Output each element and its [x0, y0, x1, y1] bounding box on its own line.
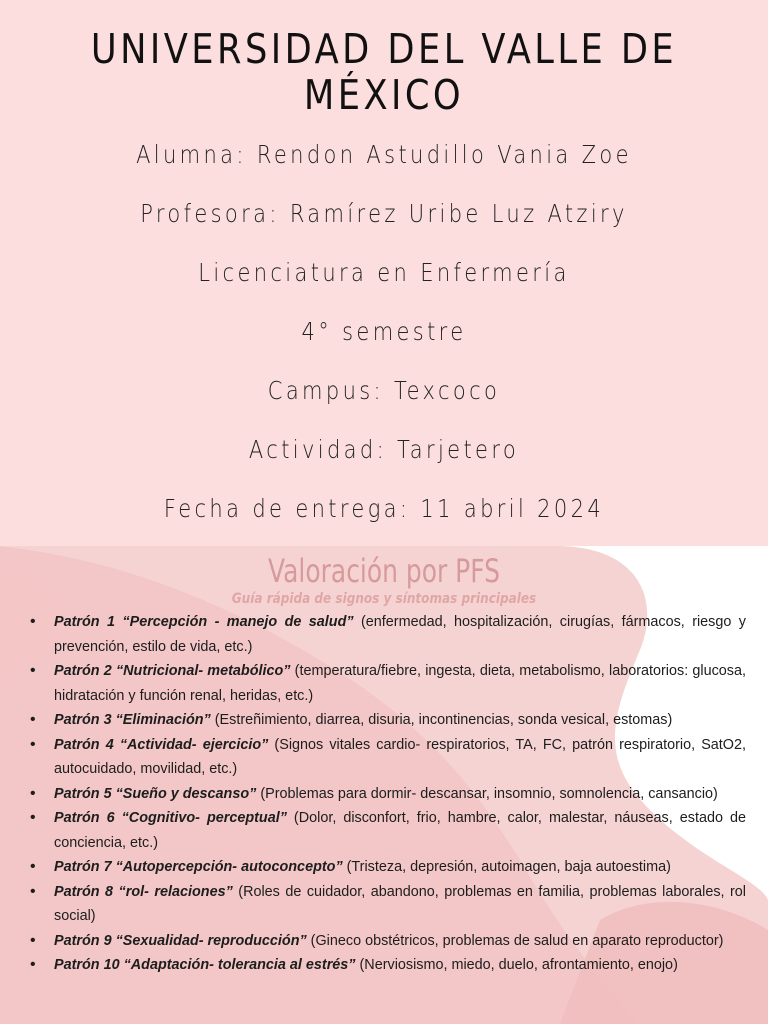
pattern-name: Patrón 4 “Actividad- ejercicio”	[54, 736, 269, 753]
list-item	[30, 929, 746, 954]
pattern-name: Patrón 1 “Percepción - manejo de salud”	[54, 614, 354, 630]
list-item	[30, 880, 746, 929]
pattern-name: Patrón 3 “Eliminación”	[54, 712, 211, 728]
semester: 4° semestre	[301, 317, 467, 346]
student-name: Alumna: Rendon Astudillo Vania Zoe	[136, 140, 632, 169]
pattern-description: (Tristeza, depresión, autoimagen, baja autoestima)	[342, 859, 671, 875]
due-date: Fecha de entrega: 11 abril 2024	[163, 494, 605, 523]
teacher-name: Profesora: Ramírez Uribe Luz Atziry	[140, 199, 628, 228]
pattern-name: Patrón 5 “Sueño y descanso”	[54, 785, 257, 802]
pattern-description: (Signos vitales cardio- respiratorios, TA, FC, patrón respiratorio, SatO2, autocuidado, movilidad, etc.)	[54, 736, 746, 777]
pattern-name: Patrón 8 “rol- relaciones”	[54, 883, 233, 900]
pattern-name: Patrón 9 “Sexualidad- reproducción”	[54, 932, 307, 949]
section-subtitle: Guía rápida de signos y síntomas principales	[231, 591, 537, 607]
list-item	[30, 806, 746, 855]
pattern-description: (enfermedad, hospitalización, cirugías, fármacos, riesgo y prevención, estilo de vida, etc.)	[54, 614, 746, 655]
pattern-description: (Roles de cuidador, abandono, problemas en familia, problemas laborales, rol social)	[54, 883, 746, 924]
activity: Actividad: Tarjetero	[248, 435, 520, 464]
pattern-name: Patrón 6 “Cognitivo- perceptual”	[54, 810, 287, 826]
pattern-name: Patrón 10 “Adaptación- tolerancia al estrés”	[54, 957, 356, 973]
section-title: Valoración por PFS	[267, 552, 501, 590]
pattern-name: Patrón 7 “Autopercepción- autoconcepto”	[54, 859, 343, 875]
pattern-description: (Estreñimiento, diarrea, disuria, incontinencias, sonda vesical, estomas)	[210, 712, 673, 728]
list-item	[30, 659, 746, 708]
list-item	[30, 610, 746, 659]
pattern-description: (Gineco obstétricos, problemas de salud en aparato reproductor)	[306, 932, 724, 949]
pattern-description: (Nerviosismo, miedo, duelo, afrontamiento, enojo)	[355, 957, 678, 973]
list-item	[30, 708, 746, 733]
pattern-name: Patrón 2 “Nutricional- metabólico”	[54, 663, 291, 679]
pattern-list	[30, 610, 746, 978]
list-item	[30, 782, 746, 807]
campus: Campus: Texcoco	[267, 376, 501, 405]
pattern-description: (Dolor, disconfort, frio, hambre, calor, malestar, náuseas, estado de conciencia, etc.)	[54, 810, 746, 851]
degree-name: Licenciatura en Enfermería	[198, 258, 570, 287]
list-item	[30, 855, 746, 880]
pattern-description: (temperatura/fiebre, ingesta, dieta, metabolismo, laboratorios: glucosa, hidratación y función renal, heridas, etc.)	[54, 663, 746, 704]
list-item	[30, 953, 746, 978]
pattern-description: (Problemas para dormir- descansar, insomnio, somnolencia, cansancio)	[256, 785, 718, 802]
list-item	[30, 733, 746, 782]
university-title: UNIVERSIDAD DEL VALLE DE MÉXICO	[90, 25, 678, 119]
